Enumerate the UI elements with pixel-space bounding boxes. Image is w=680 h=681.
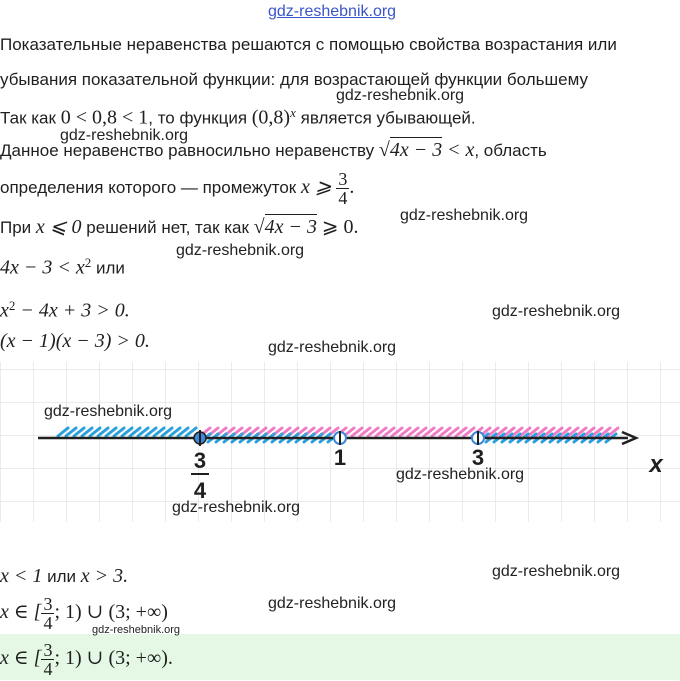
- top-watermark-link[interactable]: gdz-reshebnik.org: [268, 3, 397, 20]
- text-line-2: убывания показательной функции: для возрастающей функции большему: [0, 70, 588, 89]
- point-three: [472, 431, 484, 445]
- text-line-9: (x − 1)(x − 3) > 0.: [0, 330, 150, 352]
- text-line-8: $x^2 - 4x + 3 > 0$.: [0, 298, 130, 322]
- tick-label-three-quarters-den: 4: [193, 478, 207, 503]
- text-line-7: $4x - 3 < x^2$ или: [0, 255, 125, 279]
- fraction-three-quarters: $\frac{3}{4}$: [338, 169, 348, 209]
- number-line-figure: [0, 362, 680, 527]
- tick-label-three-quarters-num: 3: [193, 448, 207, 473]
- answer-box: [0, 634, 680, 680]
- text-line-5: определения которого — промежуток x ⩾ $\frac{3}{4}$ .: [0, 169, 355, 209]
- text-line-3: Так как 0 < 0,8 < 1, то функция $(0,8)^x$ является убывающей.: [0, 105, 476, 129]
- answer-line: x ∈ [ $\frac{3}{4}$ ; 1) ∪ (3; +∞).: [0, 640, 173, 680]
- watermark: gdz-reshebnik.org: [44, 403, 173, 420]
- axis-label-x: x: [649, 451, 663, 478]
- tick-label-three: 3: [471, 445, 485, 470]
- watermark: gdz-reshebnik.org: [60, 127, 189, 144]
- text-line-6: При x ⩽ 0 решений нет, так как √4x − 3 ⩾ 0.: [0, 216, 359, 238]
- text-line-4: Данное неравенство равносильно неравенству √4x − 3 < x, область: [0, 139, 547, 161]
- tick-label-one: 1: [333, 445, 347, 470]
- watermark: gdz-reshebnik.org: [268, 339, 397, 356]
- watermark: gdz-reshebnik.org: [268, 595, 397, 612]
- watermark: gdz-reshebnik.org: [400, 207, 529, 224]
- text-line-10: x < 1 или x > 3.: [0, 565, 129, 587]
- text-line-1: Показательные неравенства решаются с помощью свойства возрастания или: [0, 35, 617, 54]
- watermark: gdz-reshebnik.org: [336, 87, 465, 104]
- point-one: [334, 431, 346, 445]
- watermark: gdz-reshebnik.org: [492, 563, 621, 580]
- result-line: x ∈ [ $\frac{3}{4}$ ; 1) ∪ (3; +∞): [0, 594, 168, 634]
- watermark: gdz-reshebnik.org: [172, 499, 301, 516]
- watermark: gdz-reshebnik.org: [492, 303, 621, 320]
- watermark: gdz-reshebnik.org: [396, 466, 525, 483]
- watermark: gdz-reshebnik.org: [176, 242, 305, 259]
- watermark-small: gdz-reshebnik.org: [92, 624, 181, 636]
